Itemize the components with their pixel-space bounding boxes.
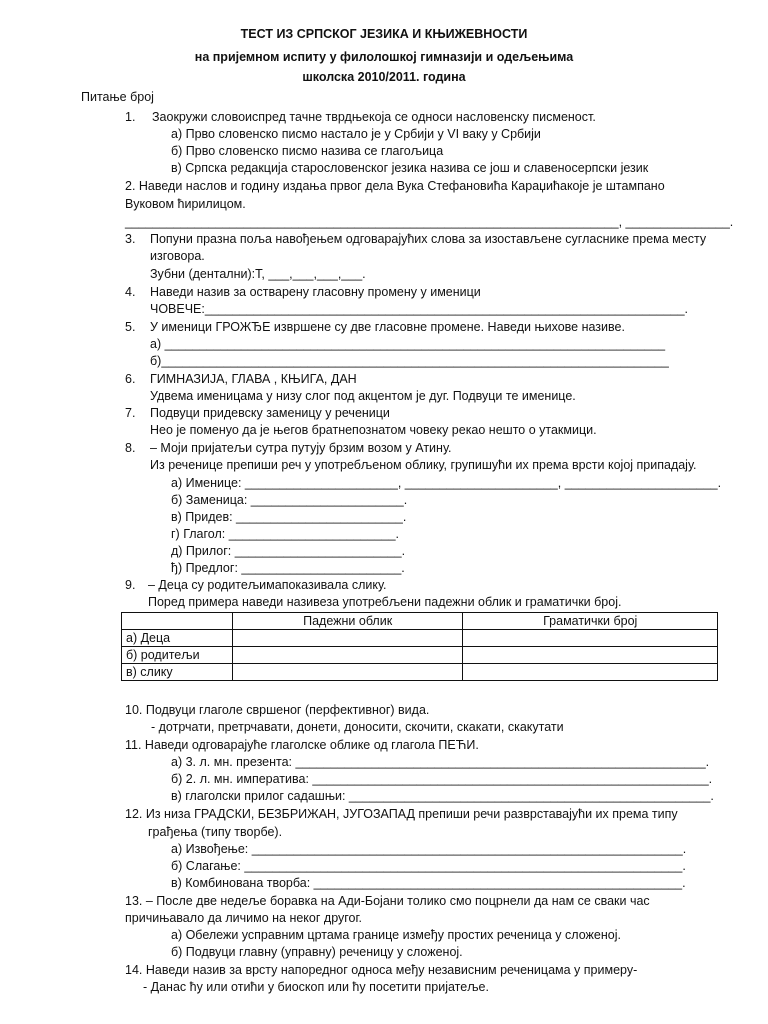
answer-blank: б) 2. л. мн. императива: _________________________________________________________. (171, 772, 713, 786)
answer-option: а) Прво словенско писмо настало је у Србији у VI ваку у Србији (171, 127, 541, 141)
question-text: ГИМНАЗИЈА, ГЛАВА , КЊИГА, ДАН (150, 372, 357, 386)
example-sentence: - дотрчати, претрчавати, донети, доносити, скочити, скакати, скакутати (151, 720, 564, 734)
answer-option: а) Обележи усправним цртама границе између простих реченица у сложеној. (171, 928, 621, 942)
question-text: причињавало да личимо на неког другог. (125, 911, 362, 925)
answer-option: б) Прво словенско писмо назива се глагољица (171, 144, 444, 158)
question-number-label: Питање број (81, 90, 154, 104)
table-row (122, 664, 718, 681)
question-text: Заокружи словоиспред тачне тврдњекоја се односи насловенску писменост. (152, 110, 596, 124)
answer-option: в) Српска редакција старословенског језика назива се још и славеносерпски језик (171, 161, 649, 175)
answer-blank: _______________________________________________________________________, _______________. (125, 215, 734, 229)
table-cell: б) родитељи (122, 647, 233, 664)
question-number: 3. (125, 232, 136, 246)
page-subtitle: на пријемном испиту у филолошкој гимназији и одељењима (194, 50, 574, 64)
example-sentence: Нео је поменуо да је његов братнепознатом човеку рекао нешто о утакмици. (150, 423, 597, 437)
answer-blank: б) Заменица: ______________________. (171, 493, 408, 507)
question-text: Подвуци придевску заменицу у реченици (150, 406, 390, 420)
table-header-cell: Граматички број (463, 613, 718, 630)
answer-option: б) Подвуци главну (управну) реченицу у сложеној. (171, 945, 463, 959)
answer-blank: в) Придев: ________________________. (171, 510, 407, 524)
answer-blank: б) Слагање: _______________________________________________________________. (171, 859, 686, 873)
question-text: У именици ГРОЖЂЕ извршене су две гласовне промене. Наведи њихове називе. (150, 320, 625, 334)
question-number: 8. (125, 441, 136, 455)
table-header-row (122, 613, 718, 630)
table-header-cell: Падежни облик (232, 613, 463, 630)
question-text: Поред примера наведи називезa употребљени падежни облик и граматички број. (148, 595, 622, 609)
page-title: ТЕСТ ИЗ СРПСКОГ ЈЕЗИКА И КЊИЖЕВНОСТИ (240, 27, 528, 41)
question-text: 2. Наведи наслов и годину издања првог дела Вука Стефановића Караџићакоје је штампано (125, 179, 665, 193)
question-text: изговора. (150, 249, 205, 263)
school-year: школска 2010/2011. година (302, 70, 466, 84)
question-number: 9. (125, 578, 136, 592)
table-cell (463, 647, 718, 664)
grammar-table (121, 612, 718, 681)
table-cell: а) Деца (122, 630, 233, 647)
question-text: Наведи назив за остварену гласовну промену у именици (150, 285, 481, 299)
question-text: 11. Наведи одговарајуће глаголске облике од глагола ПЕЋИ. (125, 738, 479, 752)
question-text: 12. Из низа ГРАДСКИ, БЕЗБРИЖАН, ЈУГОЗАПАД препиши речи разврставајући их према типу (125, 807, 678, 821)
question-text: 10. Подвуци глаголе свршеног (перфективног) вида. (125, 703, 430, 717)
question-text: Удвема именицама у низу слог под акцентом је дуг. Подвуци те именице. (150, 389, 576, 403)
answer-blank: а) 3. л. мн. презента: ___________________________________________________________. (171, 755, 710, 769)
answer-blank: а) Именице: ______________________, ______________________, ______________________. (171, 476, 722, 490)
answer-blank: д) Прилог: ________________________. (171, 544, 406, 558)
table-cell: в) слику (122, 664, 233, 681)
question-number: 1. (125, 110, 136, 124)
question-text: Попуни празна поља навођењем одговарајућих слова за изостављене сугласнике према месту (150, 232, 707, 246)
question-text: Вуковом ћирилицом. (125, 197, 246, 211)
answer-blank: в) глаголски прилог садашњи: ____________________________________________________. (171, 789, 714, 803)
table-cell (232, 630, 463, 647)
answer-blank: а) Извођење: ______________________________________________________________. (171, 842, 687, 856)
example-sentence: – Моји пријатељи сутра путују брзим возом у Атину. (150, 441, 452, 455)
table-cell (232, 647, 463, 664)
answer-blank: а) ________________________________________________________________________ (150, 337, 666, 351)
question-number: 4. (125, 285, 136, 299)
answer-blank: б)_________________________________________________________________________ (150, 354, 669, 368)
example-sentence: – Деца су родитељимапоказивала слику. (148, 578, 387, 592)
table-header-cell (122, 613, 233, 630)
answer-blank: ђ) Предлог: _______________________. (171, 561, 405, 575)
table-row (122, 630, 718, 647)
question-number: 6. (125, 372, 136, 386)
answer-blank: Зубни (дентални):Т, ___,___,___,___. (150, 267, 366, 281)
answer-blank: ЧОВЕЧЕ:_____________________________________________________________________. (150, 302, 689, 316)
table-cell (463, 630, 718, 647)
answer-blank: в) Комбинована творба: _____________________________________________________. (171, 876, 686, 890)
question-text: Из реченице препиши реч у употребљеном облику, групишући их према врсти којој припадају. (150, 458, 697, 472)
question-number: 7. (125, 406, 136, 420)
table-cell (463, 664, 718, 681)
example-sentence: - Данас ћу или отићи у биоскоп или ћу посетити пријатеље. (143, 980, 489, 994)
table-row (122, 647, 718, 664)
question-text: грађења (типу творбе). (148, 825, 283, 839)
question-text: 13. – После две недеље боравка на Ади-Бојани толико смо поцрнели да нам се сваки час (125, 894, 650, 908)
answer-blank: г) Глагол: ________________________. (171, 527, 400, 541)
question-number: 5. (125, 320, 136, 334)
table-cell (232, 664, 463, 681)
question-text: 14. Наведи назив за врсту напоредног односа међу независним реченицама у примеру- (125, 963, 638, 977)
